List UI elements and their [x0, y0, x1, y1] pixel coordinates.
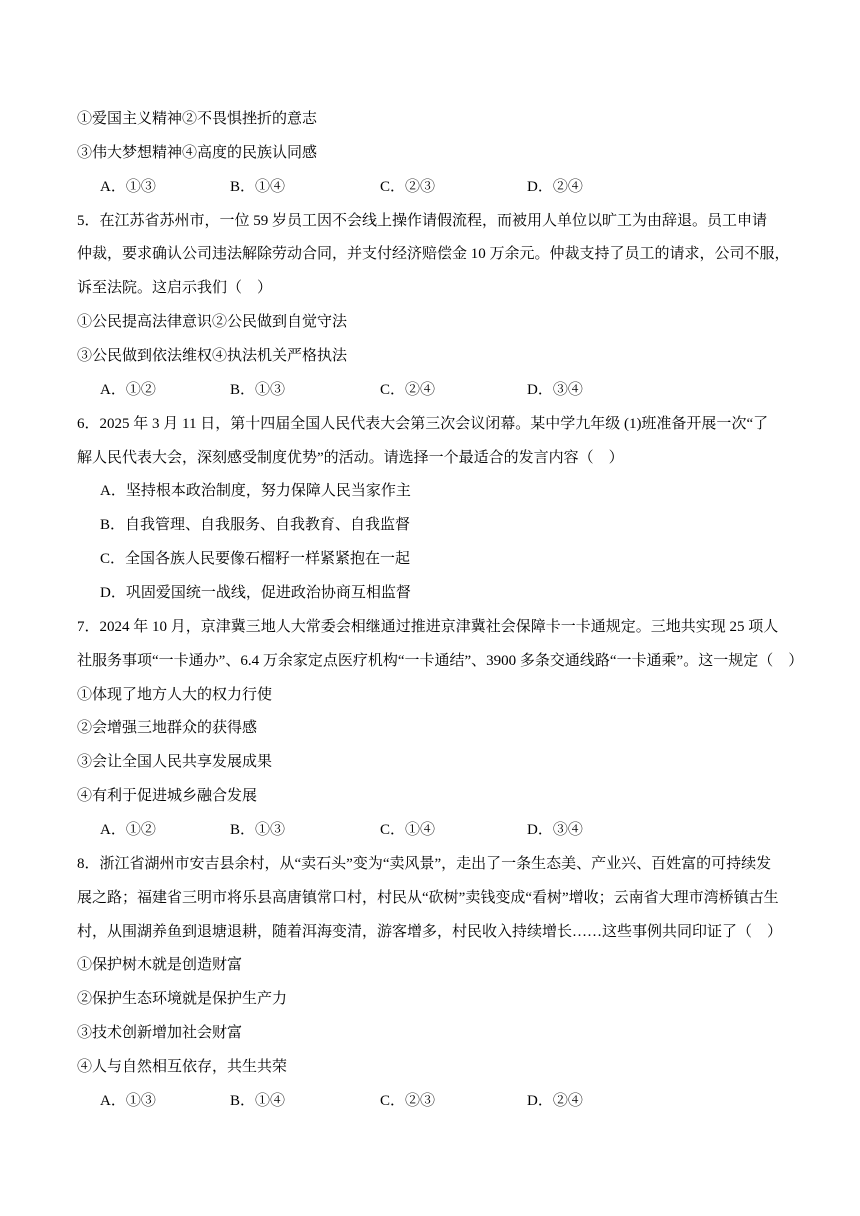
q8-statement: ②保护生态环境就是保护生产力 [77, 991, 288, 1008]
q7-option-b: B．①③ [230, 822, 286, 839]
q4-statement: ①爱国主义精神②不畏惧挫折的意志 [77, 111, 318, 127]
q4-option-d: D．②④ [527, 178, 583, 195]
q8-stem-line: 展之路；福建省三明市将乐县高唐镇常口村，村民从“砍树”卖钱变成“看树”增收；云南省大理市湾桥镇古生 [77, 889, 779, 906]
q7-options [77, 814, 783, 848]
q8-option-d: D．②④ [527, 1092, 583, 1109]
q7-statement: ①体现了地方人大的权力行使 [77, 686, 273, 703]
q5-stem-line: 仲裁，要求确认公司违法解除劳动合同，并支付经济赔偿金 10 万余元。仲裁支持了员工的请求，公司不服， [77, 246, 790, 263]
q5-option-b: B．①③ [230, 381, 286, 398]
q7-stem-line: 7．2024 年 10 月，京津冀三地人大常委会相继通过推进京津冀社会保障卡一卡通规定。三地共实现 25 项人 [77, 618, 779, 635]
page-content [77, 103, 804, 1119]
q7-statement: ④有利于促进城乡融合发展 [77, 788, 258, 805]
q6-stem-line: 6．2025 年 3 月 11 日，第十四届全国人民代表大会第三次会议闭幕。某中学九年级 (1)班准备开展一次“了 [77, 415, 769, 432]
q8-stem-line: 8．浙江省湖州市安吉县余村，从“卖石头”变为“卖风景”，走出了一条生态美、产业兴、百姓富的可持续发 [77, 855, 772, 872]
q6-stem-line: 解人民代表大会，深刻感受制度优势”的活动。请选择一个最适合的发言内容（ ） [77, 449, 624, 466]
q4-option-a: A．①③ [100, 178, 156, 195]
q6-choice-a: A．坚持根本政治制度，努力保障人民当家作主 [100, 483, 411, 500]
question-6 [77, 408, 783, 611]
q4-statement: ③伟大梦想精神④高度的民族认同感 [77, 144, 318, 161]
q4-options [77, 171, 783, 205]
q5-stem-line: 5．在江苏省苏州市，一位 59 岁员工因不会线上操作请假流程，而被用人单位以旷工为由辞退。员工申请 [77, 212, 768, 229]
q7-statement: ②会增强三地群众的获得感 [77, 720, 258, 737]
q7-option-d: D．③④ [527, 822, 583, 839]
q8-options [77, 1085, 783, 1119]
q5-options [77, 374, 783, 408]
q5-option-a: A．①② [100, 381, 156, 398]
question-7 [77, 611, 804, 848]
q5-stem-line: 诉至法院。这启示我们（ ） [77, 280, 273, 297]
q8-option-a: A．①③ [100, 1092, 156, 1109]
q5-option-c: C．②④ [380, 381, 436, 398]
q6-choice-d: D．巩固爱国统一战线，促进政治协商互相监督 [100, 585, 411, 602]
q4-option-c: C．②③ [380, 178, 436, 195]
q8-statement: ①保护树木就是创造财富 [77, 957, 243, 974]
question-5 [77, 205, 790, 408]
q7-stem-line: 社服务事项“一卡通办”、6.4 万余家定点医疗机构“一卡通结”、3900 多条交通线路“一卡通乘”。这一规定（ ） [77, 652, 804, 669]
q7-option-a: A．①② [100, 822, 156, 839]
q8-statement: ④人与自然相互依存，共生共荣 [77, 1059, 288, 1076]
q8-option-b: B．①④ [230, 1092, 286, 1109]
question-8 [77, 848, 783, 1119]
q4-option-b: B．①④ [230, 178, 286, 195]
q7-statement: ③会让全国人民共享发展成果 [77, 754, 273, 771]
question-4 [77, 103, 783, 205]
q6-choice-b: B．自我管理、自我服务、自我教育、自我监督 [100, 517, 411, 534]
q5-option-d: D．③④ [527, 381, 583, 398]
q8-statement: ③技术创新增加社会财富 [77, 1025, 243, 1042]
q5-statement: ①公民提高法律意识②公民做到自觉守法 [77, 314, 348, 331]
q8-option-c: C．②③ [380, 1092, 436, 1109]
q8-stem-line: 村，从围湖养鱼到退塘退耕，随着洱海变清，游客增多，村民收入持续增长……这些事例共同印证了（ ） [77, 923, 783, 940]
q7-option-c: C．①④ [380, 822, 436, 839]
q6-choice-c: C．全国各族人民要像石榴籽一样紧紧抱在一起 [100, 551, 411, 568]
q5-statement: ③公民做到依法维权④执法机关严格执法 [77, 348, 348, 365]
